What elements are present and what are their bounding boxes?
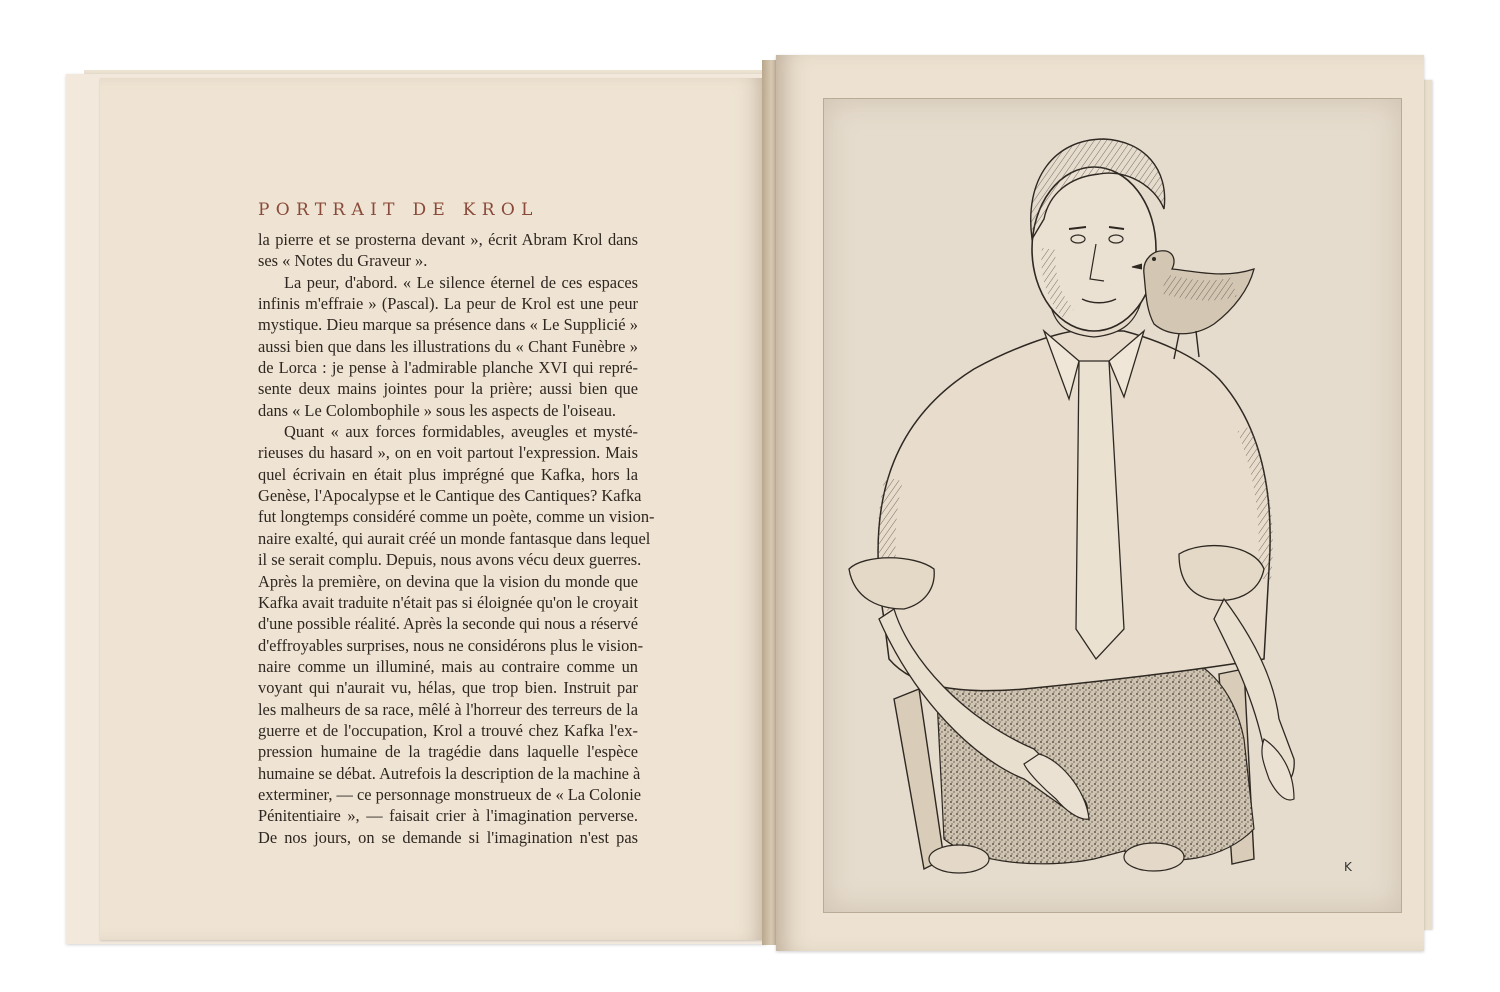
text-line: mystique. Dieu marque sa présence dans « Le Supplicié » bbox=[258, 315, 638, 335]
text-line: exterminer, — ce personnage monstrueux de « La Colonie bbox=[258, 784, 642, 804]
text-line: d'une possible réalité. Après la seconde qui nous a réservé bbox=[258, 614, 638, 634]
text-line: il se serait complu. Depuis, nous avons vécu deux guerres. bbox=[258, 550, 642, 570]
text-line: Après la première, on devina que la vision du monde que bbox=[258, 571, 638, 591]
shirt bbox=[878, 331, 1270, 691]
text-line: naire comme un illuminé, mais au contraire comme un bbox=[258, 656, 638, 676]
text-line: De nos jours, on se demande si l'imagination n'est pas bbox=[258, 827, 638, 847]
text-line: humaine se débat. Autrefois la description de la machine à bbox=[258, 763, 641, 783]
artist-monogram: K bbox=[1344, 860, 1352, 874]
page-heading: PORTRAIT DE KROL bbox=[258, 200, 539, 220]
text-line: rieuses du hasard », on en voit partout l'expression. Mais bbox=[258, 443, 638, 463]
text-line: Genèse, l'Apocalypse et le Cantique des Cantiques? Kafka bbox=[258, 486, 642, 506]
portrait-etching bbox=[824, 99, 1401, 912]
text-line: d'effroyables surprises, nous ne considérons plus le vision- bbox=[258, 635, 644, 655]
body-text bbox=[258, 229, 655, 848]
text-line: Kafka avait traduite n'était pas si éloignée qu'on le croyait bbox=[258, 592, 638, 612]
etching-plate bbox=[823, 98, 1402, 913]
text-line: ses « Notes du Graveur ». bbox=[258, 251, 428, 271]
text-line: Quant « aux forces formidables, aveugles et mysté- bbox=[284, 422, 638, 442]
text-line: les malheurs de sa race, mêlé à l'horreur des terreurs de la bbox=[258, 699, 638, 719]
text-line: de Lorca : je pense à l'admirable planche XVI qui repré- bbox=[258, 358, 638, 378]
text-line: naire exalté, qui aurait créé un monde fantasque dans lequel bbox=[258, 528, 651, 548]
text-line: voyant qui n'aurait vu, hélas, que trop bien. Instruit par bbox=[258, 678, 638, 698]
text-line: Pénitentiaire », — faisait crier à l'imagination perverse. bbox=[258, 806, 638, 826]
text-line: quel écrivain en était plus imprégné que Kafka, hors la bbox=[258, 464, 638, 484]
left-sleeve bbox=[849, 558, 934, 609]
text-line: fut longtemps considéré comme un poète, comme un vision- bbox=[258, 507, 655, 527]
text-line: aussi bien que dans les illustrations du « Chant Funèbre » bbox=[258, 336, 638, 356]
text-line: sente deux mains jointes pour la prière; aussi bien que bbox=[258, 379, 638, 399]
text-line: La peur, d'abord. « Le silence éternel de ces espaces bbox=[284, 272, 638, 292]
text-line: infinis m'effraie » (Pascal). La peur de Krol est une peur bbox=[258, 294, 638, 314]
text-line: dans « Le Colombophile » sous les aspects de l'oiseau. bbox=[258, 400, 617, 420]
text-line: guerre et de l'occupation, Krol a trouvé chez Kafka l'ex- bbox=[258, 720, 638, 740]
text-line: pression humaine de la tragédie dans laquelle l'espèce bbox=[258, 742, 638, 762]
text-line: la pierre et se prosterna devant », écrit Abram Krol dans bbox=[258, 230, 638, 249]
